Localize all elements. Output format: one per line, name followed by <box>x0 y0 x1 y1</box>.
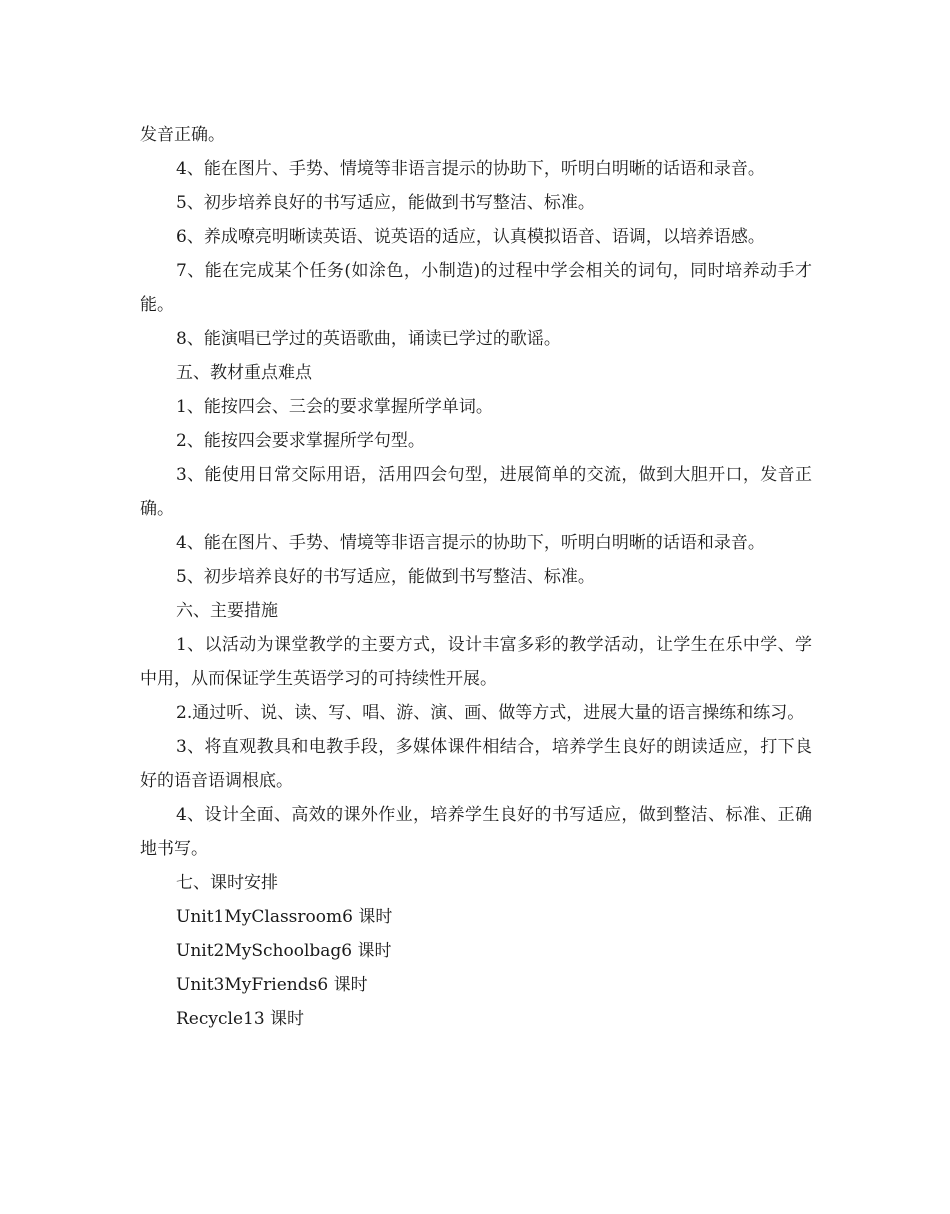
schedule-item: Unit2MySchoolbag6 课时 <box>176 941 392 961</box>
paragraph: 4、能在图片、手势、情境等非语言提示的协助下，听明白明晰的话语和录音。 <box>176 159 765 179</box>
paragraph: 8、能演唱已学过的英语歌曲，诵读已学过的歌谣。 <box>176 329 561 349</box>
paragraph: 5、初步培养良好的书写适应，能做到书写整洁、标准。 <box>176 567 595 587</box>
paragraph: 发音正确。 <box>140 125 225 145</box>
paragraph: 4、能在图片、手势、情境等非语言提示的协助下，听明白明晰的话语和录音。 <box>176 533 765 553</box>
schedule-item: Recycle13 课时 <box>176 1009 305 1029</box>
section-heading: 六、主要措施 <box>176 601 278 621</box>
section-heading: 七、课时安排 <box>176 873 278 893</box>
paragraph: 3、将直观教具和电教手段，多媒体课件相结合，培养学生良好的朗读适应，打下良好的语音语调根底。 <box>140 737 812 791</box>
paragraph: 4、设计全面、高效的课外作业，培养学生良好的书写适应，做到整洁、标准、正确地书写。 <box>140 805 812 859</box>
paragraph: 2.通过听、说、读、写、唱、游、演、画、做等方式，进展大量的语言操练和练习。 <box>176 703 805 723</box>
section-heading: 五、教材重点难点 <box>176 363 312 383</box>
paragraph: 2、能按四会要求掌握所学句型。 <box>176 431 425 451</box>
document-body <box>140 118 812 1036</box>
paragraph: 3、能使用日常交际用语，活用四会句型，进展简单的交流，做到大胆开口，发音正确。 <box>140 465 812 519</box>
paragraph: 6、养成嘹亮明晰读英语、说英语的适应，认真模拟语音、语调，以培养语感。 <box>176 227 765 247</box>
paragraph: 1、能按四会、三会的要求掌握所学单词。 <box>176 397 493 417</box>
schedule-item: Unit1MyClassroom6 课时 <box>176 907 393 927</box>
paragraph: 5、初步培养良好的书写适应，能做到书写整洁、标准。 <box>176 193 595 213</box>
paragraph: 7、能在完成某个任务(如涂色，小制造)的过程中学会相关的词句，同时培养动手才能。 <box>140 261 812 315</box>
paragraph: 1、以活动为课堂教学的主要方式，设计丰富多彩的教学活动，让学生在乐中学、学中用，从而保证学生英语学习的可持续性开展。 <box>140 635 812 689</box>
schedule-item: Unit3MyFriends6 课时 <box>176 975 368 995</box>
